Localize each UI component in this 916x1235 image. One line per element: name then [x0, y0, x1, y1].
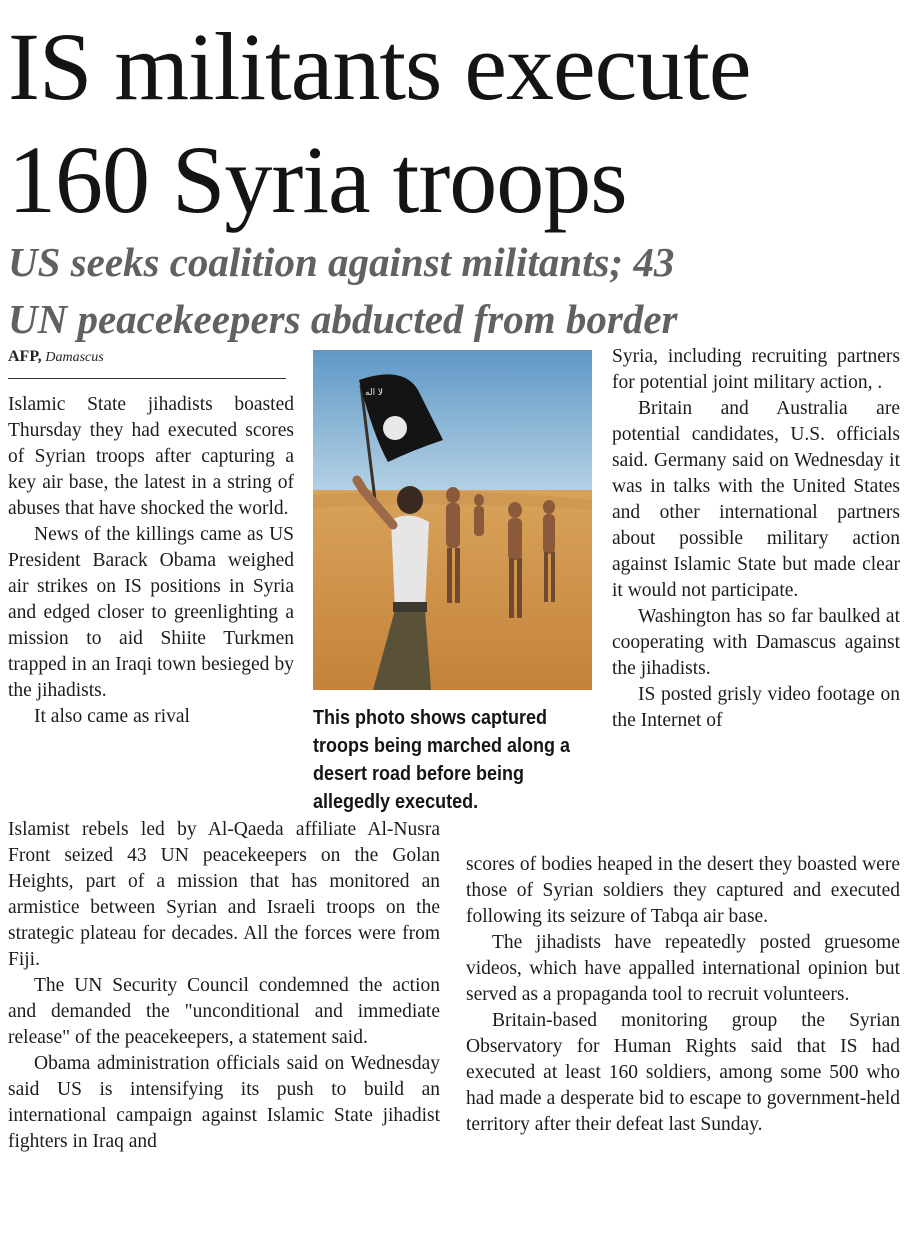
paragraph: Britain and Australia are potential candidates, U.S. officials said. Germany said on Wednesday it was in talks with the United States and other international partners about possible military action against Islamic State but made clear it would not participate.: [612, 398, 900, 601]
paragraph: Washington has so far baulked at cooperating with Damascus against the jihadists.: [612, 606, 900, 679]
byline: [8, 348, 104, 366]
paragraph: It also came as rival: [34, 706, 190, 727]
news-photo: [313, 350, 592, 690]
column-right-bottom: [466, 852, 900, 1138]
paragraph: The UN Security Council condemned the action and demanded the "unconditional and immediate release" of the peacekeepers, a statement said.: [8, 975, 440, 1048]
column-left-bottom: [8, 817, 440, 1155]
paragraph: IS posted grisly video footage on the Internet of: [612, 684, 900, 731]
column-left-top: [8, 392, 294, 730]
headline: [8, 10, 908, 236]
byline-place: Damascus: [45, 350, 104, 365]
headline-line-1: IS militants execute: [8, 13, 751, 120]
subhead-line-2: UN peacekeepers abducted from border: [8, 296, 678, 342]
byline-divider: [8, 378, 286, 379]
svg-text:لا اله: لا اله: [365, 388, 384, 398]
paragraph: Syria, including recruiting partners for potential joint military action, .: [612, 346, 900, 393]
subheadline: [8, 234, 908, 348]
paragraph: News of the killings came as US President Barack Obama weighed air strikes on IS positions in Syria and edged closer to greenlighting a mission to aid Shiite Turkmen trapped in an Iraqi town besieged by the jihadists.: [8, 524, 294, 701]
byline-agency: AFP,: [8, 348, 42, 365]
column-right-top: [612, 344, 900, 734]
headline-line-2: 160 Syria troops: [8, 126, 627, 233]
paragraph: Islamist rebels led by Al-Qaeda affiliate Al-Nusra Front seized 43 UN peacekeepers on the Golan Heights, part of a mission that has monitored an armistice between Syrian and Israeli troops on the strategic plateau for decades. All the forces were from Fiji.: [8, 819, 440, 970]
paragraph: The jihadists have repeatedly posted gruesome videos, which have appalled international opinion but served as a propaganda tool to recruit volunteers.: [466, 932, 900, 1005]
subhead-line-1: US seeks coalition against militants; 43: [8, 239, 675, 285]
paragraph: Britain-based monitoring group the Syrian Observatory for Human Rights said that IS had executed at least 160 soldiers, among some 500 who had made a desperate bid to escape to government-held territory after their defeat last Sunday.: [466, 1010, 900, 1135]
paragraph: Islamic State jihadists boasted Thursday they had executed scores of Syrian troops after capturing a key air base, the latest in a string of abuses that have shocked the world.: [8, 394, 294, 519]
paragraph: Obama administration officials said on Wednesday said US is intensifying its push to build an international campaign against Islamic State jihadist fighters in Iraq and: [8, 1053, 440, 1152]
paragraph: scores of bodies heaped in the desert they boasted were those of Syrian soldiers they captured and executed following its seizure of Tabqa air base.: [466, 854, 900, 927]
photo-caption: This photo shows captured troops being marched along a desert road before being allegedly executed.: [313, 707, 571, 813]
